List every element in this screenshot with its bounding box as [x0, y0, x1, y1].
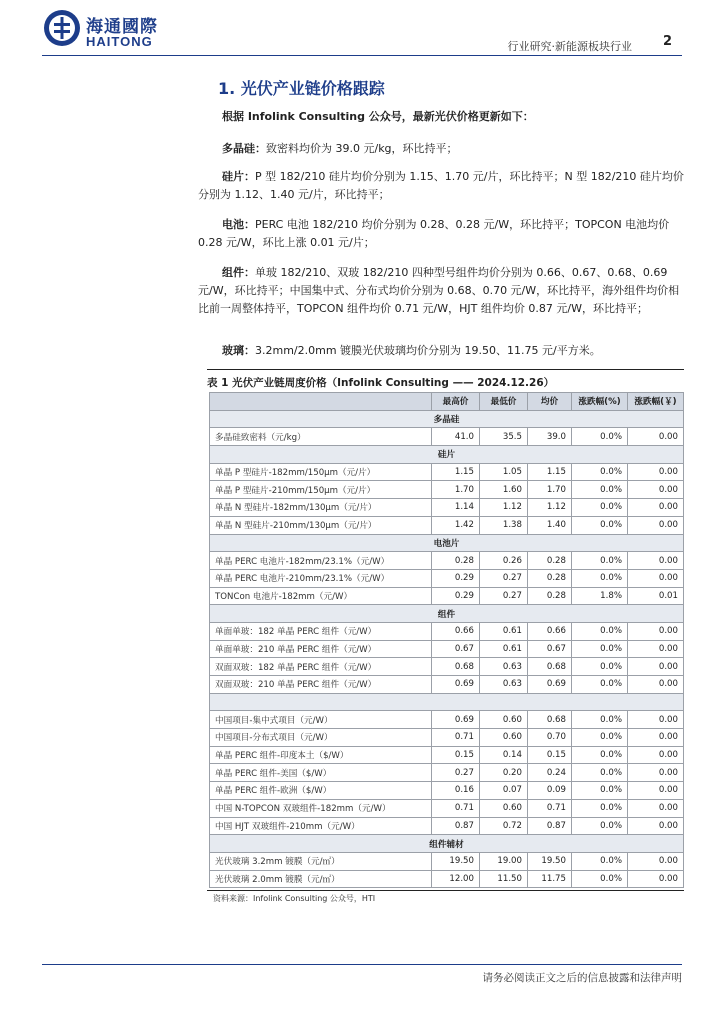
table-cell: 1.38 — [480, 516, 528, 534]
group-title: 硅片 — [210, 446, 684, 464]
table-cell: 0.29 — [432, 569, 480, 587]
table-cell: 0.0% — [572, 463, 628, 481]
glass-text: 3.2mm/2.0mm 镀膜光伏玻璃均价分别为 19.50、11.75 元/平方米。 — [255, 344, 601, 357]
wafer-paragraph — [198, 168, 684, 204]
logo-chinese-name: 海通國際 — [86, 17, 158, 37]
table-cell: 0.68 — [528, 711, 572, 729]
glass-label: 玻璃： — [222, 344, 255, 357]
wafer-text: P 型 182/210 硅片均价分别为 1.15、1.70 元/片，环比持平；N 型 182/210 硅片均价分别为 1.12、1.40 元/片，环比持平； — [198, 170, 684, 201]
row-label: 单晶 N 型硅片-182mm/130μm（元/片） — [210, 499, 432, 517]
table-cell: 0.29 — [432, 587, 480, 605]
group-title: 电池片 — [210, 534, 684, 552]
table-cell: 0.00 — [628, 782, 684, 800]
table-row — [210, 622, 684, 640]
table-row — [210, 870, 684, 888]
table-cell: 1.60 — [480, 481, 528, 499]
table-row — [210, 516, 684, 534]
table-row — [210, 764, 684, 782]
column-header-high: 最高价 — [432, 393, 480, 411]
table-cell: 0.0% — [572, 428, 628, 446]
table-cell: 0.0% — [572, 817, 628, 835]
row-label: 单晶 PERC 电池片-210mm/23.1%（元/W） — [210, 569, 432, 587]
table-cell: 0.28 — [432, 552, 480, 570]
table-cell: 0.00 — [628, 499, 684, 517]
group-title — [210, 693, 684, 711]
table-cell: 0.15 — [528, 746, 572, 764]
table-cell: 0.0% — [572, 552, 628, 570]
cell-paragraph — [198, 216, 684, 252]
row-label: TONCon 电池片-182mm（元/W） — [210, 587, 432, 605]
table-cell: 0.00 — [628, 640, 684, 658]
table-source: 资料来源：Infolink Consulting 公众号，HTI — [213, 894, 376, 903]
table-cell: 0.71 — [432, 799, 480, 817]
table-cell: 0.0% — [572, 729, 628, 747]
table-cell: 0.00 — [628, 516, 684, 534]
table-cell: 1.8% — [572, 587, 628, 605]
table-cell: 0.15 — [432, 746, 480, 764]
row-label: 中国 HJT 双玻组件-210mm（元/W） — [210, 817, 432, 835]
table-cell: 0.00 — [628, 676, 684, 694]
table-cell: 0.00 — [628, 481, 684, 499]
polysilicon-paragraph — [222, 140, 684, 158]
table-cell: 0.0% — [572, 870, 628, 888]
table-cell: 0.0% — [572, 658, 628, 676]
table-cell: 0.00 — [628, 746, 684, 764]
table-cell: 0.20 — [480, 764, 528, 782]
table-cell: 0.16 — [432, 782, 480, 800]
table-cell: 0.00 — [628, 428, 684, 446]
table-row — [210, 676, 684, 694]
table-cell: 19.50 — [432, 852, 480, 870]
table-cell: 41.0 — [432, 428, 480, 446]
table-row — [210, 852, 684, 870]
table-cell: 0.0% — [572, 852, 628, 870]
column-header — [210, 393, 432, 411]
header-divider — [42, 55, 682, 56]
table-row — [210, 569, 684, 587]
table-cell: 1.05 — [480, 463, 528, 481]
row-label: 单面单玻：210 单晶 PERC 组件（元/W） — [210, 640, 432, 658]
wafer-label: 硅片： — [222, 170, 255, 183]
table-cell: 1.15 — [528, 463, 572, 481]
table-cell: 1.14 — [432, 499, 480, 517]
table-cell: 0.0% — [572, 799, 628, 817]
price-table — [209, 392, 684, 888]
table-group-row — [210, 446, 684, 464]
table-cell: 0.67 — [528, 640, 572, 658]
haitong-logo — [42, 8, 167, 52]
table-cell: 0.28 — [528, 552, 572, 570]
row-label: 双面双玻：210 单晶 PERC 组件（元/W） — [210, 676, 432, 694]
table-cell: 0.70 — [528, 729, 572, 747]
table-row — [210, 463, 684, 481]
table-cell: 0.68 — [528, 658, 572, 676]
table-cell: 0.27 — [480, 587, 528, 605]
section-title: 1. 光伏产业链价格跟踪 — [218, 79, 385, 98]
table-cell: 0.24 — [528, 764, 572, 782]
table-cell: 1.40 — [528, 516, 572, 534]
table-cell: 1.70 — [528, 481, 572, 499]
table-cell: 0.00 — [628, 552, 684, 570]
table-cell: 0.63 — [480, 658, 528, 676]
table-cell: 0.00 — [628, 658, 684, 676]
row-label: 中国项目-分布式项目（元/W） — [210, 729, 432, 747]
table-row — [210, 499, 684, 517]
table-cell: 0.00 — [628, 622, 684, 640]
table-group-row — [210, 605, 684, 623]
table-row — [210, 799, 684, 817]
table-cell: 0.00 — [628, 852, 684, 870]
table-cell: 0.07 — [480, 782, 528, 800]
table-group-row — [210, 835, 684, 853]
table-cell: 0.0% — [572, 711, 628, 729]
group-title: 组件辅材 — [210, 835, 684, 853]
haitong-emblem-icon — [42, 8, 82, 48]
table-cell: 0.0% — [572, 676, 628, 694]
price-table-body — [210, 410, 684, 888]
table-cell: 0.01 — [628, 587, 684, 605]
table-cell: 0.69 — [432, 676, 480, 694]
table-cell: 0.00 — [628, 711, 684, 729]
table-row — [210, 817, 684, 835]
table-cell: 19.00 — [480, 852, 528, 870]
table-cell: 0.0% — [572, 640, 628, 658]
table-cell: 0.00 — [628, 799, 684, 817]
table-cell: 35.5 — [480, 428, 528, 446]
table-cell: 0.71 — [528, 799, 572, 817]
row-label: 单面单玻：182 单晶 PERC 组件（元/W） — [210, 622, 432, 640]
table-cell: 0.61 — [480, 640, 528, 658]
table-caption: 表 1 光伏产业链周度价格（Infolink Consulting —— 2024.12.26） — [207, 377, 555, 389]
table-cell: 0.00 — [628, 569, 684, 587]
table-row — [210, 640, 684, 658]
table-cell: 0.0% — [572, 569, 628, 587]
table-bottom-rule — [207, 890, 684, 891]
table-cell: 1.15 — [432, 463, 480, 481]
table-cell: 0.00 — [628, 870, 684, 888]
table-cell: 0.69 — [528, 676, 572, 694]
table-cell: 11.75 — [528, 870, 572, 888]
table-cell: 19.50 — [528, 852, 572, 870]
table-row — [210, 729, 684, 747]
table-header-row — [210, 393, 684, 411]
group-title: 多晶硅 — [210, 410, 684, 428]
polysilicon-label: 多晶硅： — [222, 142, 266, 155]
table-cell: 0.66 — [432, 622, 480, 640]
logo-english-name: HAITONG — [86, 34, 153, 49]
row-label: 多晶硅致密料（元/kg） — [210, 428, 432, 446]
table-cell: 0.0% — [572, 764, 628, 782]
table-cell: 0.00 — [628, 463, 684, 481]
table-cell: 0.27 — [480, 569, 528, 587]
table-cell: 0.87 — [432, 817, 480, 835]
row-label: 中国项目-集中式项目（元/W） — [210, 711, 432, 729]
table-cell: 0.0% — [572, 516, 628, 534]
table-cell: 0.87 — [528, 817, 572, 835]
table-cell: 0.69 — [432, 711, 480, 729]
table-row — [210, 782, 684, 800]
table-cell: 0.61 — [480, 622, 528, 640]
table-row — [210, 746, 684, 764]
column-header-low: 最低价 — [480, 393, 528, 411]
intro-paragraph — [222, 108, 684, 126]
table-row — [210, 587, 684, 605]
row-label: 单晶 PERC 组件-印度本土（$/W） — [210, 746, 432, 764]
table-group-row — [210, 410, 684, 428]
table-cell: 0.68 — [432, 658, 480, 676]
table-cell: 0.26 — [480, 552, 528, 570]
module-text: 单玻 182/210、双玻 182/210 四种型号组件均价分别为 0.66、0.67、0.68、0.69 元/W，环比持平；中国集中式、分布式均价分别为 0.68、0.70 元/W，环比持平，海外组件均价相比前一周整体持平，TOPCON 组件均价 0.71 元/W，HJT 组件均价 0.87 元/W，环比持平； — [198, 266, 680, 315]
row-label: 单晶 N 型硅片-210mm/130μm（元/片） — [210, 516, 432, 534]
table-cell: 0.72 — [480, 817, 528, 835]
row-label: 单晶 P 型硅片-210mm/150μm（元/片） — [210, 481, 432, 499]
table-cell: 1.70 — [432, 481, 480, 499]
cell-label: 电池： — [222, 218, 255, 231]
table-row — [210, 428, 684, 446]
table-cell: 1.12 — [480, 499, 528, 517]
table-cell: 39.0 — [528, 428, 572, 446]
row-label: 单晶 P 型硅片-182mm/150μm（元/片） — [210, 463, 432, 481]
table-cell: 0.67 — [432, 640, 480, 658]
table-cell: 0.28 — [528, 569, 572, 587]
table-row — [210, 711, 684, 729]
module-label: 组件： — [222, 266, 255, 279]
table-cell: 1.42 — [432, 516, 480, 534]
table-cell: 12.00 — [432, 870, 480, 888]
table-cell: 0.28 — [528, 587, 572, 605]
column-header-avg: 均价 — [528, 393, 572, 411]
table-group-row — [210, 693, 684, 711]
table-cell: 0.0% — [572, 782, 628, 800]
table-cell: 11.50 — [480, 870, 528, 888]
column-header-change-abs: 涨跌幅(￥) — [628, 393, 684, 411]
glass-paragraph — [222, 342, 684, 360]
column-header-change-pct: 涨跌幅(%) — [572, 393, 628, 411]
table-cell: 1.12 — [528, 499, 572, 517]
row-label: 单晶 PERC 组件-欧洲（$/W） — [210, 782, 432, 800]
table-cell: 0.00 — [628, 729, 684, 747]
row-label: 光伏玻璃 2.0mm 镀膜（元/㎡） — [210, 870, 432, 888]
table-group-row — [210, 534, 684, 552]
intro-text: 根据 Infolink Consulting 公众号，最新光伏价格更新如下： — [222, 110, 534, 123]
table-row — [210, 552, 684, 570]
table-cell: 0.71 — [432, 729, 480, 747]
module-paragraph — [198, 264, 684, 318]
page-number: 2 — [662, 34, 672, 49]
cell-text: PERC 电池 182/210 均价分别为 0.28、0.28 元/W，环比持平；TOPCON 电池均价 0.28 元/W，环比上涨 0.01 元/片； — [198, 218, 670, 249]
table-row — [210, 481, 684, 499]
polysilicon-text: 致密料均价为 39.0 元/kg，环比持平； — [266, 142, 458, 155]
table-top-rule — [207, 369, 684, 370]
table-cell: 0.27 — [432, 764, 480, 782]
group-title: 组件 — [210, 605, 684, 623]
table-cell: 0.09 — [528, 782, 572, 800]
table-cell: 0.00 — [628, 764, 684, 782]
footer-divider — [42, 964, 682, 965]
table-cell: 0.66 — [528, 622, 572, 640]
table-row — [210, 658, 684, 676]
report-category: 行业研究·新能源板块行业 — [507, 40, 632, 53]
row-label: 中国 N-TOPCON 双玻组件-182mm（元/W） — [210, 799, 432, 817]
row-label: 单晶 PERC 电池片-182mm/23.1%（元/W） — [210, 552, 432, 570]
table-cell: 0.14 — [480, 746, 528, 764]
table-cell: 0.60 — [480, 711, 528, 729]
table-cell: 0.0% — [572, 499, 628, 517]
footer-disclaimer: 请务必阅读正文之后的信息披露和法律声明 — [482, 972, 682, 984]
table-cell: 0.0% — [572, 481, 628, 499]
table-cell: 0.60 — [480, 799, 528, 817]
table-cell: 0.0% — [572, 622, 628, 640]
table-cell: 0.63 — [480, 676, 528, 694]
row-label: 光伏玻璃 3.2mm 镀膜（元/㎡） — [210, 852, 432, 870]
table-cell: 0.60 — [480, 729, 528, 747]
table-cell: 0.0% — [572, 746, 628, 764]
table-cell: 0.00 — [628, 817, 684, 835]
row-label: 单晶 PERC 组件-美国（$/W） — [210, 764, 432, 782]
row-label: 双面双玻：182 单晶 PERC 组件（元/W） — [210, 658, 432, 676]
